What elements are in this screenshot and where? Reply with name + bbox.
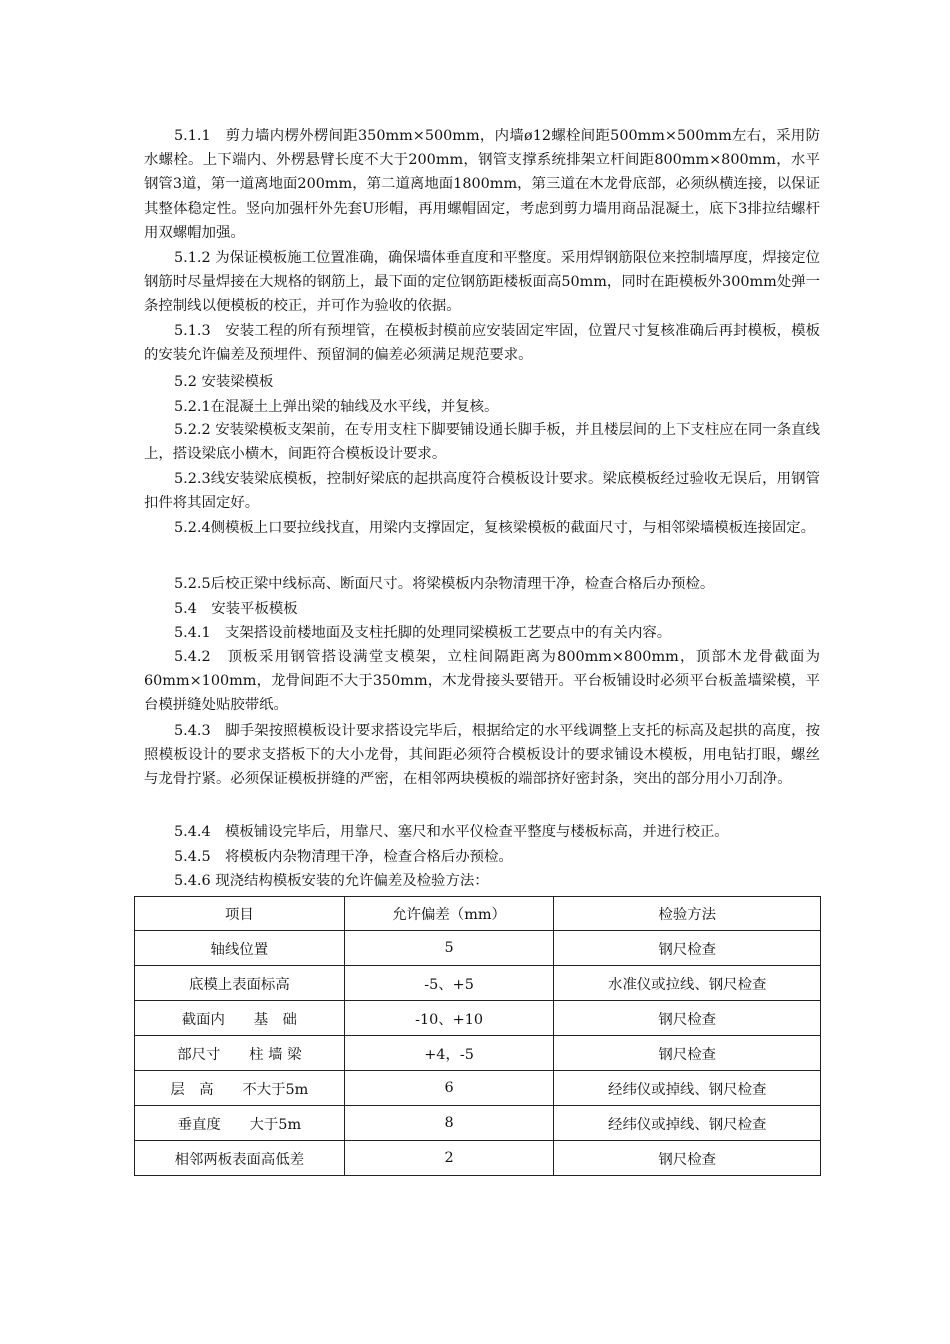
tolerance-table — [134, 896, 821, 1176]
cell-method: 经纬仪或掉线、钢尺检查 — [554, 1071, 821, 1106]
table-row — [135, 1036, 821, 1071]
table-header-row — [135, 897, 821, 931]
table-row — [135, 1106, 821, 1141]
para-5-4-4: 5.4.4 模板铺设完毕后，用靠尺、塞尺和水平仪检查平整度与楼板标高，并进行校正。 — [174, 824, 729, 840]
cell-method: 钢尺检查 — [554, 1036, 821, 1071]
heading-5-4: 5.4 安装平板模板 — [174, 601, 298, 617]
para-5-4-2: 5.4.2 顶板采用钢管搭设满堂支模架，立柱间隔距离为800mm×800mm，顶部木龙骨截面为60mm×100mm，龙骨间距不大于350mm，木龙骨接头要错开。平台板铺设时必须平台板盖墙梁模，平台模拼缝处贴胶带纸。 — [144, 649, 820, 714]
para-5-4-1: 5.4.1 支架搭设前楼地面及支柱托脚的处理同梁模板工艺要点中的有关内容。 — [174, 625, 672, 641]
cell-item: 轴线位置 — [135, 931, 345, 966]
table-row — [135, 1071, 821, 1106]
cell-method: 水准仪或拉线、钢尺检查 — [554, 966, 821, 1001]
cell-tolerance: 5 — [344, 931, 554, 966]
cell-tolerance: 2 — [344, 1141, 554, 1176]
cell-method: 钢尺检查 — [554, 931, 821, 966]
para-5-4-3: 5.4.3 脚手架按照模板设计要求搭设完毕后，根据给定的水平线调整上支托的标高及起拱的高度，按照模板设计的要求支搭板下的大小龙骨，其间距必须符合模板设计的要求铺设木模板，用电钻打眼，螺丝与龙骨拧紧。必须保证模板拼缝的严密，在相邻两块模板的端部挤好密封条，突出的部分用小刀刮净。 — [144, 723, 820, 788]
table-row — [135, 931, 821, 966]
header-item: 项目 — [135, 897, 345, 931]
cell-method: 经纬仪或掉线、钢尺检查 — [554, 1106, 821, 1141]
heading-5-2: 5.2 安装梁模板 — [174, 374, 274, 390]
cell-method: 钢尺检查 — [554, 1001, 821, 1036]
cell-tolerance: 6 — [344, 1071, 554, 1106]
cell-item: 层 高 不大于5m — [135, 1071, 345, 1106]
table-row — [135, 966, 821, 1001]
para-5-1-3: 5.1.3 安装工程的所有预埋管，在模板封模前应安装固定牢固，位置尺寸复核准确后再封模板，模板的安装允许偏差及预埋件、预留洞的偏差必须满足规范要求。 — [144, 323, 820, 364]
cell-item: 截面内 基 础 — [135, 1001, 345, 1036]
cell-tolerance: +4，-5 — [344, 1036, 554, 1071]
cell-item: 垂直度 大于5m — [135, 1106, 345, 1141]
cell-method: 钢尺检查 — [554, 1141, 821, 1176]
cell-tolerance: -5、+5 — [344, 966, 554, 1001]
cell-item: 相邻两板表面高低差 — [135, 1141, 345, 1176]
para-5-2-3: 5.2.3线安装梁底模板，控制好梁底的起拱高度符合模板设计要求。梁底模板经过验收无误后，用钢管扣件将其固定好。 — [144, 471, 820, 512]
table-row — [135, 1001, 821, 1036]
header-tolerance: 允许偏差（mm） — [344, 897, 554, 931]
para-5-4-6: 5.4.6 现浇结构模板安装的允许偏差及检验方法： — [174, 873, 489, 889]
para-5-2-1: 5.2.1在混凝土上弹出梁的轴线及水平线，并复核。 — [174, 399, 499, 415]
para-5-1-2: 5.1.2 为保证模板施工位置准确，确保墙体垂直度和平整度。采用焊钢筋限位来控制墙厚度，焊接定位钢筋时尽量焊接在大规格的钢筋上，最下面的定位钢筋距楼板面高50mm，同时在距模板外300mm处弹一条控制线以便模板的校正，并可作为验收的依据。 — [144, 250, 820, 315]
para-5-4-5: 5.4.5 将模板内杂物清理干净，检查合格后办预检。 — [174, 849, 513, 865]
para-5-2-5: 5.2.5后校正梁中线标高、断面尺寸。将梁模板内杂物清理干净，检查合格后办预检。 — [174, 576, 715, 592]
cell-tolerance: -10、+10 — [344, 1001, 554, 1036]
para-5-2-4: 5.2.4侧模板上口要拉线找直，用梁内支撑固定，复核梁模板的截面尺寸，与相邻梁墙模板连接固定。 — [174, 520, 816, 536]
header-method: 检验方法 — [554, 897, 821, 931]
cell-item: 底模上表面标高 — [135, 966, 345, 1001]
cell-tolerance: 8 — [344, 1106, 554, 1141]
para-5-2-2: 5.2.2 安装梁模板支架前，在专用支柱下脚要铺设通长脚手板，并且楼层间的上下支柱应在同一条直线上，搭设梁底小横木，间距符合模板设计要求。 — [144, 422, 820, 463]
table-row — [135, 1141, 821, 1176]
para-5-1-1: 5.1.1 剪力墙内楞外楞间距350mm×500mm，内墙ø12螺栓间距500mm×500mm左右，采用防水螺栓。上下端内、外楞悬臂长度不大于200mm，钢管支撑系统排架立杆间距800mm×800mm，水平钢管3道，第一道离地面200mm，第二道离地面1800mm，第三道在木龙骨底部，必须纵横连接，以保证其整体稳定性。竖向加强杆外先套U形帽，再用螺帽固定，考虑到剪力墙用商品混凝土，底下3排拉结螺杆用双螺帽加强。 — [144, 128, 820, 241]
cell-item: 部尺寸 柱 墙 梁 — [135, 1036, 345, 1071]
